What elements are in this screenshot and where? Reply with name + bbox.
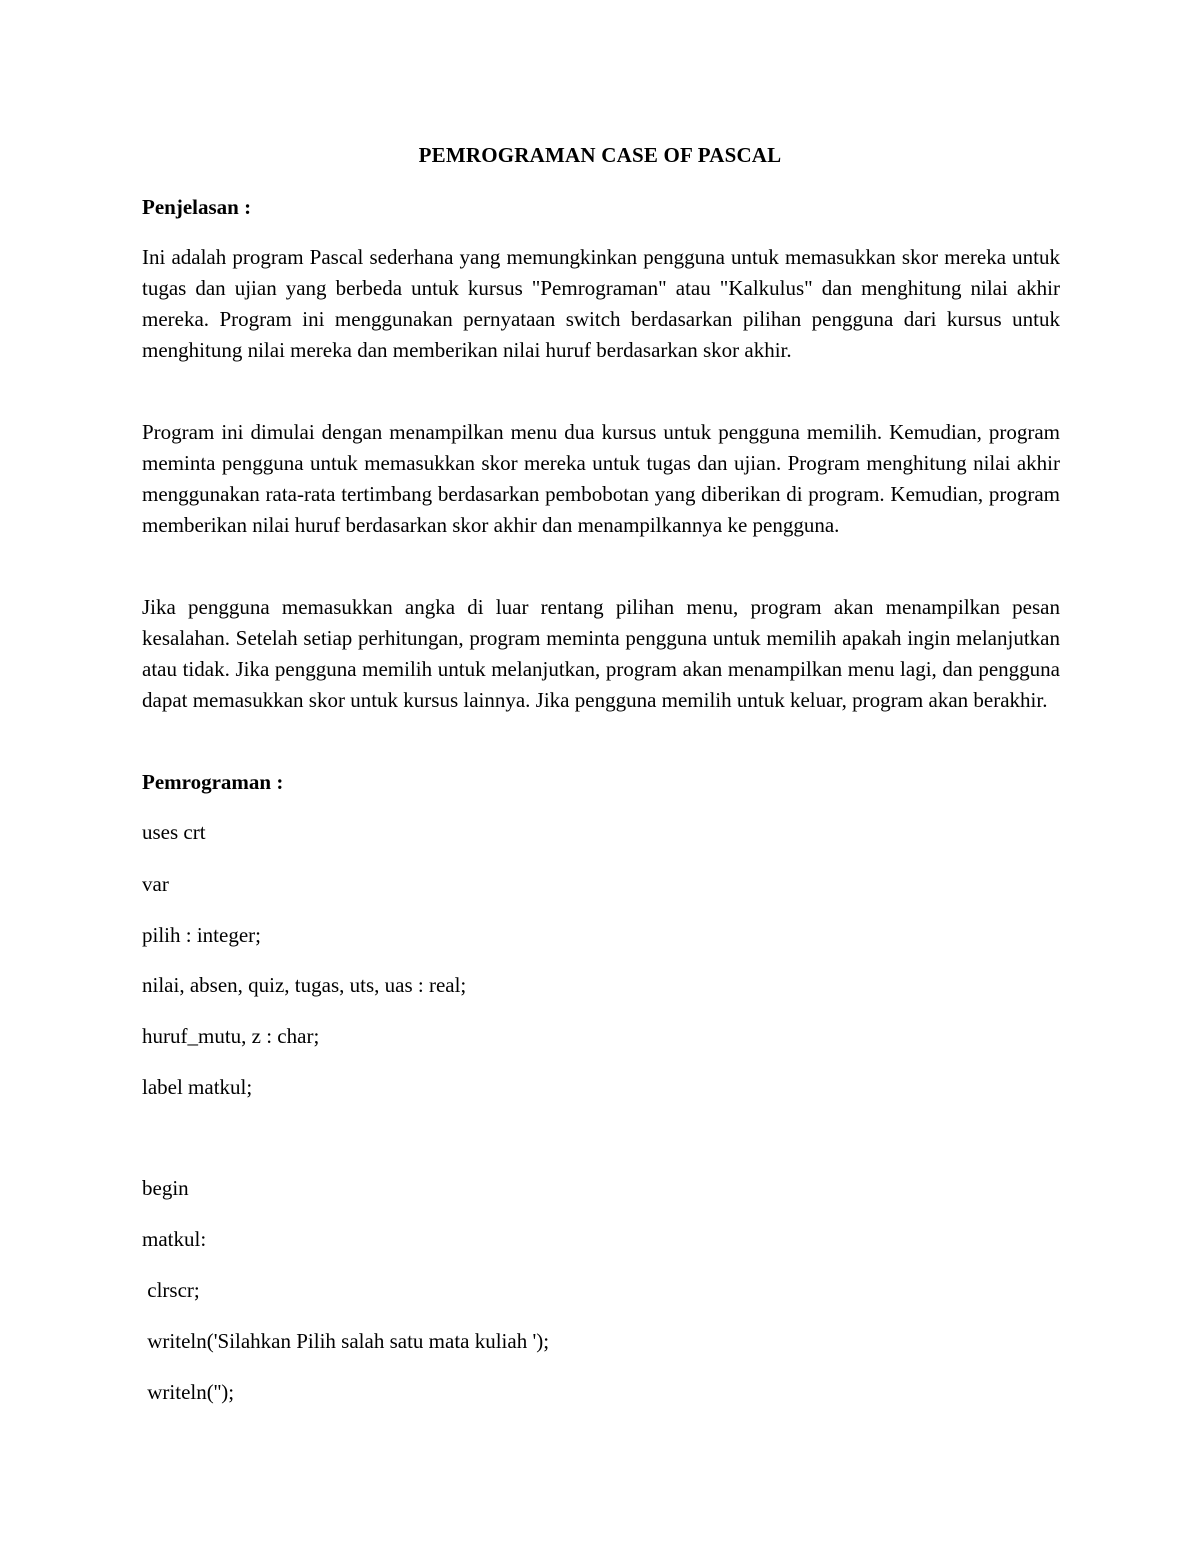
code-line: label matkul; [142, 1075, 253, 1099]
paragraph-3: Jika pengguna memasukkan angka di luar rentang pilihan menu, program akan menampilkan pesan kesalahan. Setelah setiap perhitungan, program meminta pengguna untuk memilih apakah ingin melanjutkan atau tidak. Jika pengguna memilih untuk melanjutkan, program akan menampilkan menu lagi, dan pengguna dapat memasukkan skor untuk kursus lainnya. Jika pengguna memilih untuk keluar, program akan berakhir. [142, 595, 1060, 712]
code-line: nilai, absen, quiz, tugas, uts, uas : real; [142, 973, 467, 997]
code-line: writeln('Silahkan Pilih salah satu mata kuliah '); [142, 1329, 550, 1353]
code-line: uses crt [142, 820, 206, 844]
paragraph-1: Ini adalah program Pascal sederhana yang memungkinkan pengguna untuk memasukkan skor mereka untuk tugas dan ujian yang berbeda untuk kursus "Pemrograman" atau "Kalkulus" dan menghitung nilai akhir mereka. Program ini menggunakan pernyataan switch berdasarkan pilihan pengguna dari kursus untuk menghitung nilai mereka dan memberikan nilai huruf berdasarkan skor akhir. [142, 245, 1060, 362]
document-title: PEMROGRAMAN CASE OF PASCAL [418, 143, 782, 167]
code-line: huruf_mutu, z : char; [142, 1024, 320, 1048]
code-line: begin [142, 1176, 189, 1200]
paragraph-2: Program ini dimulai dengan menampilkan menu dua kursus untuk pengguna memilih. Kemudian, program meminta pengguna untuk memasukkan skor mereka untuk tugas dan ujian. Program menghitung nilai akhir menggunakan rata-rata tertimbang berdasarkan pembobotan yang diberikan di program. Kemudian, program memberikan nilai huruf berdasarkan skor akhir dan menampilkannya ke pengguna. [142, 420, 1060, 537]
explanation-heading: Penjelasan : [142, 195, 252, 219]
code-line: writeln(''); [142, 1380, 235, 1404]
program-heading: Pemrograman : [142, 770, 284, 794]
code-line: clrscr; [142, 1278, 200, 1302]
code-line: var [142, 872, 169, 896]
code-line: matkul: [142, 1227, 207, 1251]
code-line: pilih : integer; [142, 923, 261, 947]
